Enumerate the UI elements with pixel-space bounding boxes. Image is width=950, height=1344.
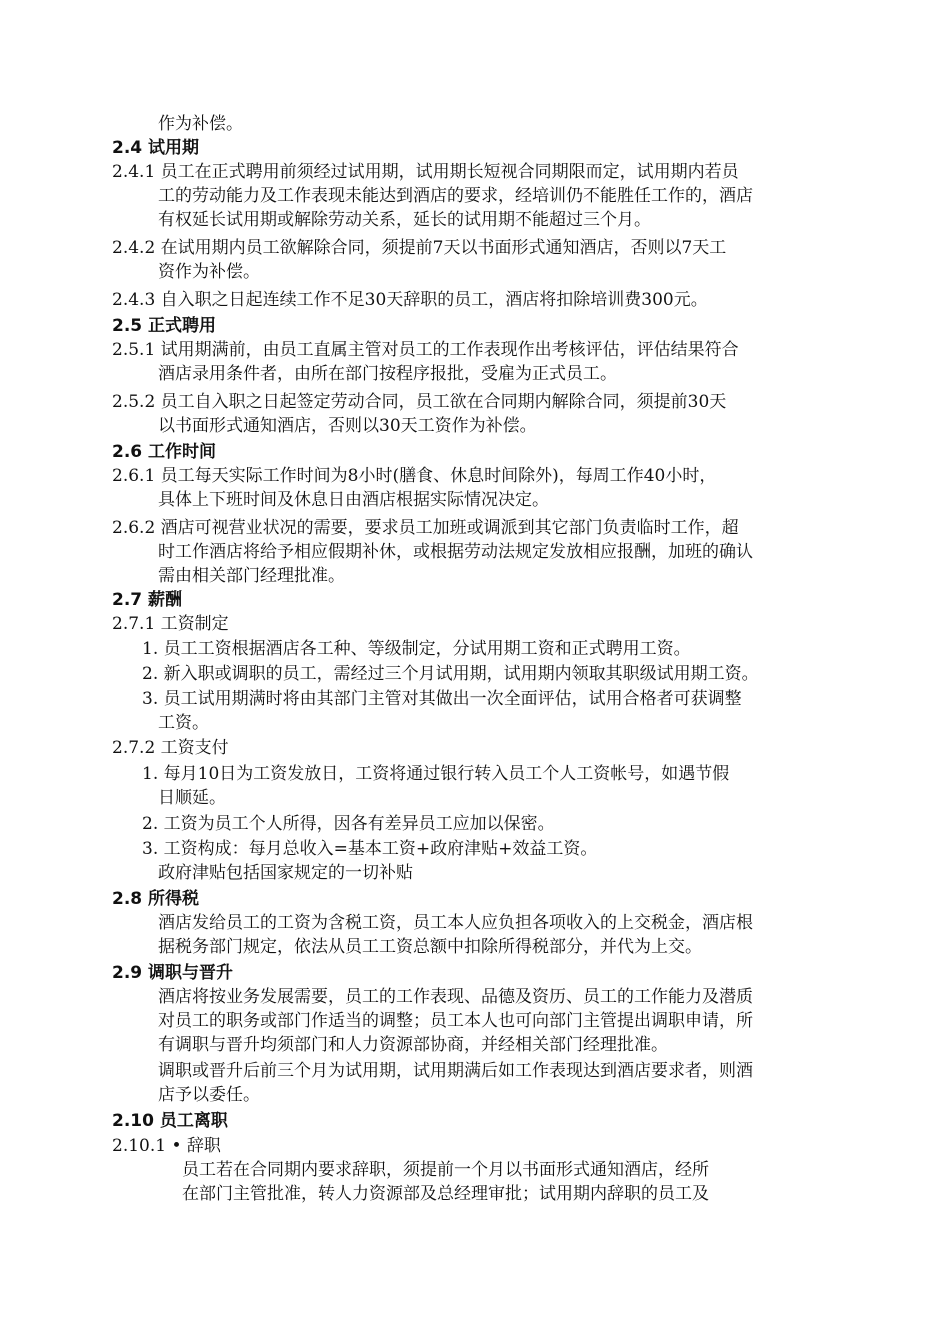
text-line: 2.5.1 试用期满前，由员工直属主管对员工的工作表现作出考核评估，评估结果符合 bbox=[112, 340, 739, 360]
text-line: 酒店录用条件者，由所在部门按程序报批，受雇为正式员工。 bbox=[158, 364, 617, 384]
text-line: 有权延长试用期或解除劳动关系，延长的试用期不能超过三个月。 bbox=[158, 210, 651, 230]
text-line: 2.10.1 • 辞职 bbox=[112, 1136, 221, 1156]
text-line: 工资。 bbox=[158, 713, 209, 733]
section-heading: 2.5 正式聘用 bbox=[112, 316, 217, 336]
section-heading: 2.7 薪酬 bbox=[112, 590, 183, 610]
text-line: 需由相关部门经理批准。 bbox=[158, 566, 345, 586]
text-line: 时工作酒店将给予相应假期补休，或根据劳动法规定发放相应报酬，加班的确认 bbox=[158, 542, 753, 562]
text-line: 作为补偿。 bbox=[158, 114, 243, 134]
text-line: 2. 新入职或调职的员工，需经过三个月试用期，试用期内领取其职级试用期工资。 bbox=[142, 664, 759, 684]
text-line: 调职或晋升后前三个月为试用期，试用期满后如工作表现达到酒店要求者，则酒 bbox=[158, 1061, 753, 1081]
text-line: 3. 工资构成：每月总收入=基本工资+政府津贴+效益工资。 bbox=[142, 839, 598, 859]
text-line: 店予以委任。 bbox=[158, 1085, 260, 1105]
text-line: 工的劳动能力及工作表现未能达到酒店的要求，经培训仍不能胜任工作的，酒店 bbox=[158, 186, 753, 206]
text-line: 对员工的职务或部门作适当的调整；员工本人也可向部门主管提出调职申请，所 bbox=[158, 1011, 753, 1031]
text-line: 2. 工资为员工个人所得，因各有差异员工应加以保密。 bbox=[142, 814, 555, 834]
text-line: 2.6.1 员工每天实际工作时间为8小时(膳食、休息时间除外)，每周工作40小时， bbox=[112, 466, 717, 486]
text-line: 酒店将按业务发展需要，员工的工作表现、品德及资历、员工的工作能力及潜质 bbox=[158, 987, 753, 1007]
section-heading: 2.10 员工离职 bbox=[112, 1111, 228, 1131]
text-line: 据税务部门规定，依法从员工工资总额中扣除所得税部分，并代为上交。 bbox=[158, 937, 702, 957]
text-line: 1. 员工工资根据酒店各工种、等级制定，分试用期工资和正式聘用工资。 bbox=[142, 639, 691, 659]
text-line: 在部门主管批准，转人力资源部及总经理审批；试用期内辞职的员工及 bbox=[182, 1184, 709, 1204]
text-line: 2.7.1 工资制定 bbox=[112, 614, 229, 634]
section-heading: 2.8 所得税 bbox=[112, 889, 200, 909]
section-heading: 2.9 调职与晋升 bbox=[112, 963, 234, 983]
text-line: 酒店发给员工的工资为含税工资，员工本人应负担各项收入的上交税金，酒店根 bbox=[158, 913, 753, 933]
text-line: 2.5.2 员工自入职之日起签定劳动合同，员工欲在合同期内解除合同，须提前30天 bbox=[112, 392, 727, 412]
text-line: 2.6.2 酒店可视营业状况的需要，要求员工加班或调派到其它部门负责临时工作，超 bbox=[112, 518, 739, 538]
text-line: 1. 每月10日为工资发放日，工资将通过银行转入员工个人工资帐号，如遇节假 bbox=[142, 764, 730, 784]
text-line: 2.7.2 工资支付 bbox=[112, 738, 229, 758]
text-line: 以书面形式通知酒店，否则以30天工资作为补偿。 bbox=[158, 416, 537, 436]
text-line: 员工若在合同期内要求辞职，须提前一个月以书面形式通知酒店，经所 bbox=[182, 1160, 709, 1180]
text-line: 有调职与晋升均须部门和人力资源部协商，并经相关部门经理批准。 bbox=[158, 1035, 668, 1055]
text-line: 资作为补偿。 bbox=[158, 262, 260, 282]
section-heading: 2.6 工作时间 bbox=[112, 442, 217, 462]
text-line: 日顺延。 bbox=[158, 788, 226, 808]
text-line: 2.4.3 自入职之日起连续工作不足30天辞职的员工，酒店将扣除培训费300元。 bbox=[112, 290, 708, 310]
text-line: 2.4.1 员工在正式聘用前须经过试用期，试用期长短视合同期限而定，试用期内若员 bbox=[112, 162, 739, 182]
text-line: 2.4.2 在试用期内员工欲解除合同，须提前7天以书面形式通知酒店，否则以7天工 bbox=[112, 238, 727, 258]
text-line: 3. 员工试用期满时将由其部门主管对其做出一次全面评估，试用合格者可获调整 bbox=[142, 689, 742, 709]
text-line: 政府津贴包括国家规定的一切补贴 bbox=[158, 863, 413, 883]
text-line: 具体上下班时间及休息日由酒店根据实际情况决定。 bbox=[158, 490, 549, 510]
section-heading: 2.4 试用期 bbox=[112, 138, 200, 158]
